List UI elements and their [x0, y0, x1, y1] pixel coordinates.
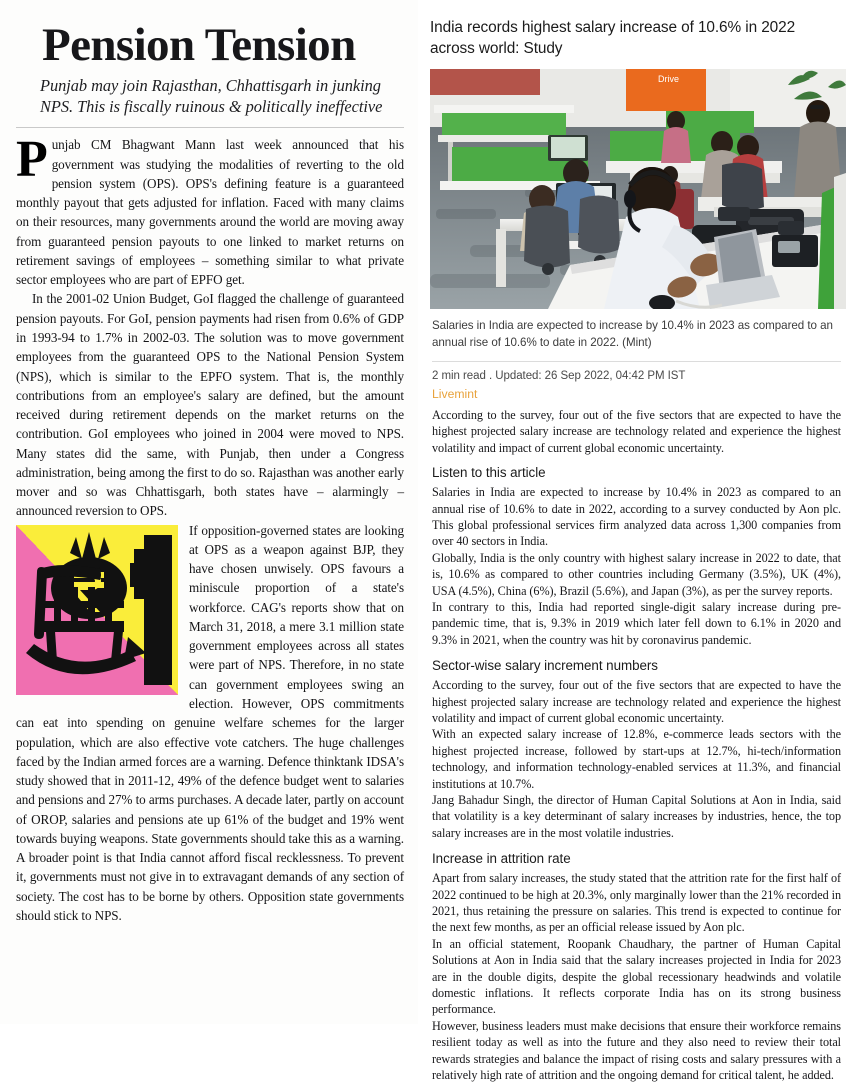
paragraph: In an official statement, Roopank Chaudhary, the partner of Human Capital Solutions at Aon in India said that the salary increases projected in India for 2023 are in the double digits, despite the global recessionary headwinds and volatile domestic inflations. It reflects corporate India has on its strong business performance. — [432, 936, 841, 1017]
page-title: Pension Tension — [42, 19, 356, 71]
headline-divider — [16, 127, 404, 128]
section-body-listen — [430, 484, 843, 649]
photo-art — [430, 69, 846, 309]
paragraph: With an expected salary increase of 12.8%, e-commerce leads sectors with the highest projected increase, followed by start-ups at 12.7%, hi-tech/information technology, and information technology-enabled services at 11.3%, and financial institutions at 10.7%. — [432, 727, 841, 791]
editorial-paragraph-1: Punjab CM Bhagwant Mann last week announced that his government was studying the modalities of reverting to the old pension system (OPS). OPS's defining feature is a guaranteed monthly payout that gets adjusted for inflation. Faced with many claims on their resources, many governments around the world are moving away from guaranteed pension payouts to one linked to market returns on retirement savings of employees – something similar to what private sector employees who are part of EPFO get. — [16, 131, 404, 288]
paragraph: Globally, India is the only country with highest salary increase in 2022 to date, that is, 10.6% as compared to other countries including Germany (3.5%), UK (4%), USA (4.5%), China (6%), Brazil (5.6%), and Japan (3%), as per the survey reports. — [432, 550, 841, 598]
photo-caption: Salaries in India are expected to increase by 10.4% in 2023 as compared to an annual rise of 10.6% to date in 2022. (Mint) — [432, 319, 833, 350]
paragraph: Apart from salary increases, the study stated that the attrition rate for the first half of 2022 continued to be high at 20.3%, only marginally lower than the 21% recorded in 2021, thus retaining the pressure on salaries. This trend is expected to continue for the next few months, as per an official release issued by Aon plc. — [432, 871, 841, 935]
section-heading-attrition: Increase in attrition rate — [432, 851, 571, 867]
article-meta: 2 min read . Updated: 26 Sep 2022, 04:42 PM IST — [432, 369, 686, 382]
paragraph: Salaries in India are expected to increase by 10.4% in 2023 as compared to an annual rise of 10.6% to date in 2022, according to a survey conducted by Aon plc. This global professional services firm analyzed data across 1,300 companies from over 40 sectors in India. — [432, 485, 841, 549]
illustration-art — [16, 525, 178, 695]
section-heading-sector-wise: Sector-wise salary increment numbers — [432, 658, 658, 674]
rocking-chair-money-bag-illustration — [16, 525, 178, 695]
editorial-body — [16, 131, 404, 925]
paragraph: Jang Bahadur Singh, the director of Human Capital Solutions at Aon in India, said that volatility is a key determinant of salary increases by industries, hence, the top salary increases are in the most volatile industries. — [432, 793, 841, 840]
paragraph: According to the survey, four out of the five sectors that are expected to have the highest projected salary increase are technology related and experience the highest volatility and impact of current global economic uncertainty. — [432, 678, 841, 725]
article-source[interactable]: Livemint — [432, 386, 478, 401]
section-body-sector-wise — [430, 677, 843, 842]
editorial-paragraph-3: If opposition-governed states are looking at OPS as a weapon against BJP, they have chosen unwisely. OPS favours a miniscule proportion of a state's workforce. CAG's reports show that on March 31, 2018, a mere 3.1 million state government employees across all states were part of NPS. Therefore, in no state can government employees swing an election. However, OPS commitments can eat into spending on genuine welfare schemes for the larger population, which are also effective vote catchers. The huge challenges faced by the Indian armed forces are a warning. Defence thinktank IDSA's study showed that in 2011-12, 49% of the defence budget went to salaries and pensions and 27% to arms purchases. A decade later, partly on account of OROP, salaries and pensions ate up 61% of the budget and 19% went towards buying weapons. State governments should take this as a warning. A broader point is that India cannot afford fiscal recklessness. To prevent it, governments must not give in to extravagant demands of any section of society. The cost has to be borne by others. Opposition state governments should stick to NPS. — [16, 522, 404, 923]
paragraph: However, business leaders must make decisions that ensure their workforce remains resilient today as well as into the future and they also need to review their total rewards strategies and balance the impact of rising costs and salary pressures with a relatively high rate of attrition and the ongoing demand for critical talent, he added. — [432, 1018, 841, 1083]
paragraph: In contrary to this, India had reported single-digit salary increase during pre-pandemic time, that is, 9.3% in 2019 which later fell down to 6.1% in 2020 and 9.3% in 2021, when the country was hit by coronavirus pandemic. — [432, 599, 841, 647]
section-body-attrition — [430, 870, 843, 1084]
editorial-paragraph-2: In the 2001-02 Union Budget, GoI flagged the challenge of guaranteed pension payouts. For GoI, pension payments had risen from 0.6% of GDP in 1993-94 to 1.7% in 2002-03. The solution was to move government employees from the guaranteed OPS to the National Pension System (NPS), which is similar to the EPFO system. That is, the monthly contributions from an employee's salary are defined, but the amount received during retirement depends on the market returns on the contribution. GoI employees who joined in 2004 were moved to NPS. Many states did the same, with Punjab, then under a Congress administration, being among the first to do so. Rajasthan was another early mover and so was Chhattisgarh, both states have – alarmingly – announced reversion to OPS. — [16, 291, 404, 519]
office-workers-at-desks-photo — [430, 69, 846, 309]
article-summary: According to the survey, four out of the five sectors that are expected to have the highest projected salary increase are technology related and experience the highest volatility and impact of current global economic uncertainty. — [432, 407, 841, 455]
svg-text:Drive: Drive — [658, 74, 680, 85]
illustration-container — [16, 525, 178, 695]
editorial-subtitle: Punjab may join Rajasthan, Chhattisgarh in junking NPS. This is fiscally ruinous & politically ineffective — [40, 76, 383, 117]
left-editorial-column — [0, 0, 418, 1024]
section-heading-listen: Listen to this article — [432, 465, 546, 481]
article-headline: India records highest salary increase of 10.6% in 2022 across world: Study — [430, 19, 796, 57]
right-article-column — [418, 0, 851, 1083]
